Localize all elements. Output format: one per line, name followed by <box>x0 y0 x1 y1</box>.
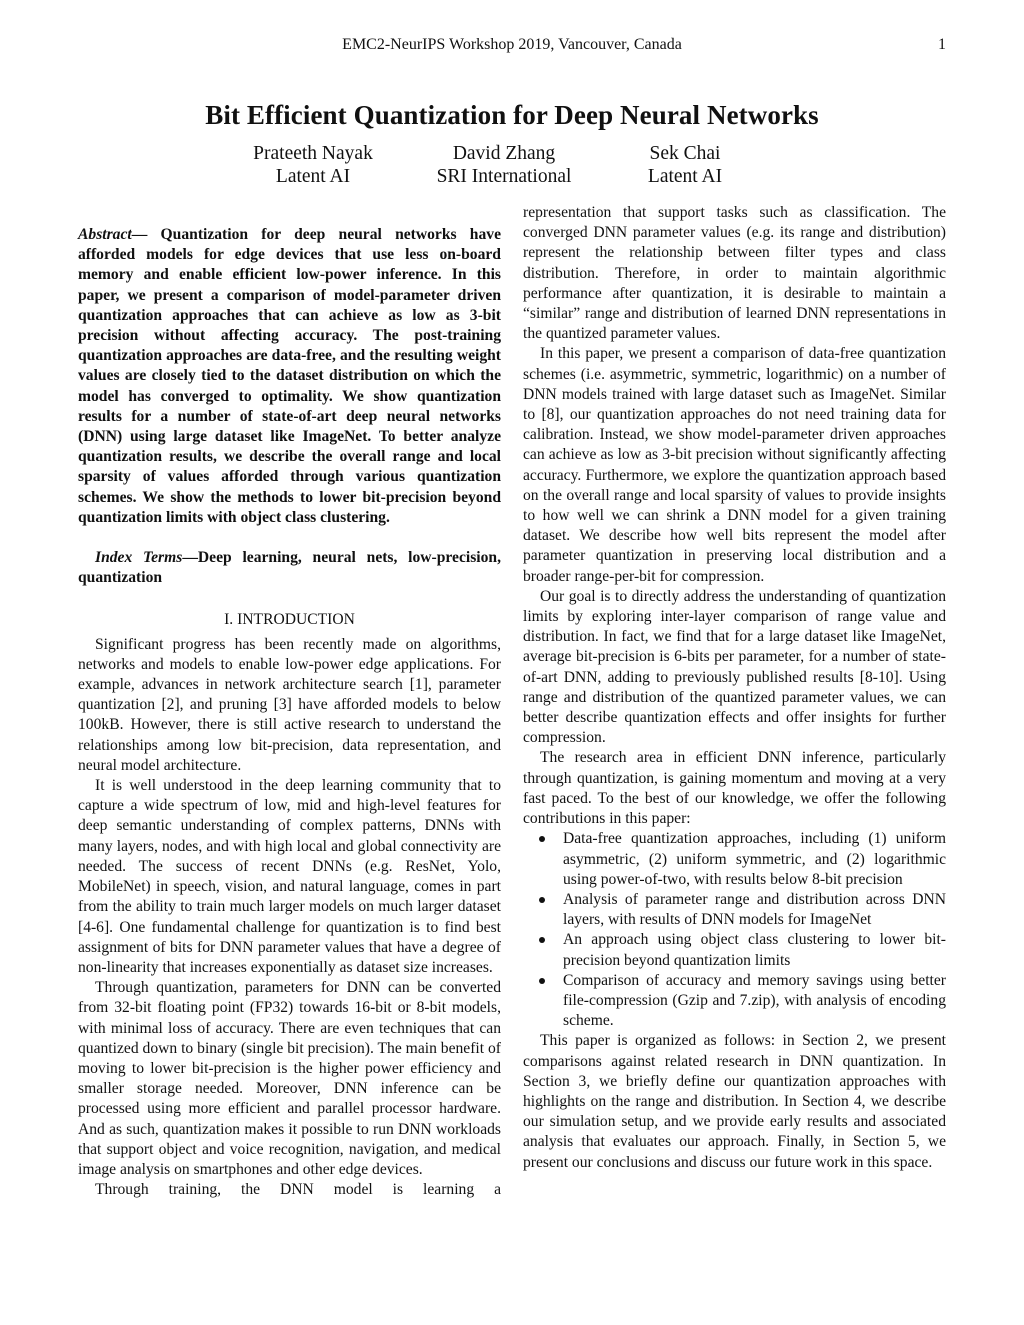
body-paragraph: The research area in efficient DNN inference, particularly through quantization, is gaining momentum and moving at a very fast paced. To the best of our knowledge, we offer the following contributions in this paper: <box>523 749 946 828</box>
abstract <box>78 225 501 528</box>
paper-title: Bit Efficient Quantization for Deep Neural Networks <box>205 100 819 130</box>
index-terms-text: —Deep learning, neural nets, low-precision, quantization <box>78 549 502 587</box>
body-paragraph: Significant progress has been recently made on algorithms, networks and models to enable low-power edge applications. For example, advances in network architecture search [1], parameter quantization [2], and pruning [3] have afforded models to below 100kB. However, there is still active research to understand the relationships among low bit-precision, data representation, and neural model architecture. <box>78 635 501 774</box>
body-paragraph: This paper is organized as follows: in Section 2, we present comparisons against related research in DNN quantization. In Section 3, we briefly define our quantization approaches with highlights on the range and distribution. In Section 4, we describe our simulation setup, and we provide early results and associated analysis that evaluates our approach. Finally, in Section 5, we present our conclusions and discuss our future work in this space. <box>523 1032 946 1171</box>
body-paragraph: Our goal is to directly address the understanding of quantization limits by exploring inter-layer comparison of range value and distribution. In fact, we find that for a large dataset like ImageNet, average bit-precision is 6-bits per parameter, for a number of state-of-art DNN, adding to previously published results [8-10]. Using range and distribution of the quantized parameter values, we can better describe quantization effects and offer insights for further compression. <box>523 587 946 747</box>
author-name: David Zhang <box>452 143 556 164</box>
section-heading: I. INTRODUCTION <box>224 611 355 629</box>
list-item: Comparison of accuracy and memory savings using better file-compression (Gzip and 7.zip), with analysis of encoding scheme. <box>523 971 946 1032</box>
body-paragraph: Through quantization, parameters for DNN can be converted from 32-bit floating point (FP32) towards 16-bit or 8-bit models, with minimal loss of accuracy. There are even techniques that can quantized down to binary (single bit precision). The main benefit of moving to lower bit-precision is the higher power efficiency and smaller storage needed. Moreover, DNN inference can be processed using more efficient and parallel processor hardware. And as such, quantization makes it possible to run DNN workloads that support object and voice recognition, navigation, and medical image analysis on smartphones and other edge devices. <box>78 979 501 1178</box>
abstract-dash: — <box>131 226 161 243</box>
body-paragraph: Through training, the DNN model is learning a <box>95 1181 501 1199</box>
author-affiliation: SRI International <box>436 166 572 187</box>
author-block <box>565 142 805 188</box>
header-venue: EMC2-NeurIPS Workshop 2019, Vancouver, Canada <box>342 36 682 53</box>
list-item: Analysis of parameter range and distribution across DNN layers, with results of DNN models for ImageNet <box>523 890 946 930</box>
index-terms-label: Index Terms <box>95 549 183 567</box>
abstract-label: Abstract <box>78 226 132 243</box>
list-item: An approach using object class clustering to lower bit-precision beyond quantization limits <box>523 930 946 970</box>
body-paragraph-continued: representation that support tasks such as classification. The converged DNN parameter values (e.g. its range and distribution) represent the relationship between filter types and class distribution. Therefore, in order to maintain algorithmic performance after quantization, it is desirable to maintain a “similar” range and distribution of learned DNN representations in the quantized parameter values. <box>523 204 946 343</box>
author-name: Sek Chai <box>649 143 721 164</box>
right-column <box>523 203 946 1173</box>
left-column <box>78 225 501 1200</box>
list-item: Data-free quantization approaches, including (1) uniform asymmetric, (2) uniform symmetric, and (2) logarithmic using power-of-two, with results below 8-bit precision <box>523 829 946 890</box>
body-paragraph: It is well understood in the deep learning community that to capture a wide spectrum of low, mid and high-level features for deep semantic understanding of complex patterns, DNNs with many layers, nodes, and with high local and global connectivity are needed. The success of recent DNNs (e.g. ResNet, Yolo, MobileNet) in speech, vision, and natural language, comes in part from the ability to train much larger models on much larger dataset [4-6]. One fundamental challenge for quantization is to find best assignment of bits for DNN parameter values that have a degree of non-linearity that increases exponentially as dataset size increases. <box>78 777 501 976</box>
running-header <box>0 36 1024 58</box>
author-affiliation: Latent AI <box>275 166 351 187</box>
author-name: Prateeth Nayak <box>253 143 373 164</box>
body-paragraph: In this paper, we present a comparison of data-free quantization schemes (i.e. asymmetric, symmetric, logarithmic) on a number of DNN models trained with large dataset such as ImageNet. Similar to [8], our quantization approaches do not need training data for calibration. Instead, we show model-parameter driven approaches can achieve as low as 3-bit precision without significantly affecting accuracy. Furthermore, we explore the quantization approach based on the overall range and local sparsity of values to provide insights to how well we can shrink a DNN model for a given training dataset. We describe how well bits represent the model after parameter quantization in preserving local distribution and a broader range-per-bit for compression. <box>523 345 946 585</box>
abstract-text: Quantization for deep neural networks have afforded models for edge devices that use less on-board memory and enable efficient low-power inference. In this paper, we present a comparison of model-parameter driven quantization approaches that can achieve as low as 3-bit precision without affecting accuracy. The post-training quantization approaches are data-free, and the resulting weight values are closely tied to the dataset distribution on which the model has converged to optimality. We show quantization results for a number of state-of-art deep neural networks (DNN) using large dataset like ImageNet. To better analyze quantization results, we describe the overall range and local sparsity of values afforded through various quantization schemes. We show the methods to lower bit-precision beyond quantization limits with object class clustering. <box>78 226 501 526</box>
index-terms <box>78 548 501 588</box>
page-number: 1 <box>938 36 946 53</box>
contributions-list <box>523 829 946 1031</box>
author-affiliation: Latent AI <box>647 166 723 187</box>
